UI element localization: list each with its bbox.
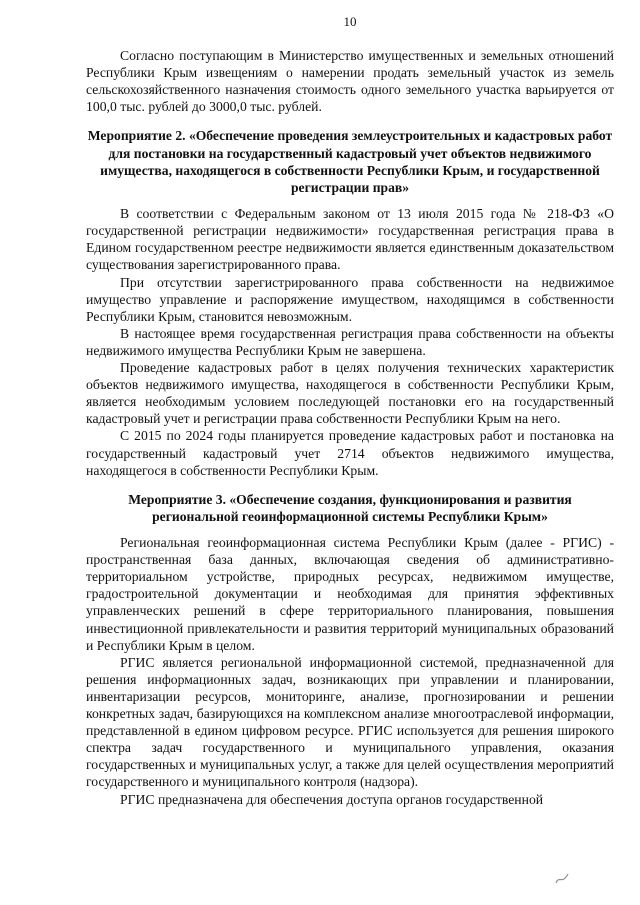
spacer	[86, 115, 614, 127]
section-2-paragraph: С 2015 по 2024 годы планируется проведение кадастровых работ и постановка на государственный кадастровый учет 2714 объектов недвижимого имущества, находящегося в собственности Республики Крым.	[86, 428, 614, 478]
section-2-paragraph: В настоящее время государственная регистрация права собственности на объекты недвижимого имущества Республики Крым не завершена.	[86, 325, 614, 358]
section-3-paragraph: Региональная геоинформационная система Республики Крым (далее - РГИС) - пространственная база данных, включающая сведения об административно-территориальном устройстве, природных ресурсах, недвижимом имуществе, градостроительной документации и необходимая для принятия эффективных управленческих решений в сфере территориального планирования, повышения инвестиционной привлекательности и развития территорий муниципальных образований и Республики Крым в целом.	[86, 535, 614, 653]
intro-paragraph: Согласно поступающим в Министерство имущественных и земельных отношений Республики Крым извещениям о намерении продать земельный участок из земель сельскохозяйственного назначения стоимость одного земельного участка варьируется от 100,0 тыс. рублей до 3000,0 тыс. рублей.	[86, 48, 614, 115]
section-2-paragraph: Проведение кадастровых работ в целях получения технических характеристик объектов недвижимого имущества, находящегося в собственности Республики Крым, является необходимым условием последующей постановки его на государственный кадастровый учет и регистрации права собственности Республики Крым на него.	[86, 360, 614, 427]
spacer	[86, 196, 614, 205]
section-3-paragraph: РГИС является региональной информационной системой, предназначенной для решения информационных задач, возникающих при управлении и планировании, инвентаризации ресурсов, мониторинге, анализе, прогнозировании и решении конкретных задач, базирующихся на комплексном анализе многоотраслевой информации, представленной в едином цифровом ресурсе. РГИС используется для решения широкого спектра задач государственного и муниципального управления, оказания государственных и муниципальных услуг, а также для целей осуществления мероприятий государственного и муниципального контроля (надзора).	[86, 654, 614, 790]
page-number: 10	[343, 14, 357, 29]
section-3-heading: Мероприятие 3. «Обеспечение создания, функционирования и развития региональной геоинформационной системы Республики Крым»	[128, 491, 572, 524]
spacer	[86, 479, 614, 491]
section-3-paragraph: РГИС предназначена для обеспечения доступа органов государственной	[120, 791, 544, 807]
section-2-paragraph: При отсутствии зарегистрированного права собственности на недвижимое имущество управление и распоряжение имуществом, находящимся в собственности Республики Крым, становится невозможным.	[86, 274, 614, 324]
spacer	[86, 525, 614, 534]
section-2-paragraph: В соответствии с Федеральным законом от 13 июля 2015 года № 218-ФЗ «О государственной регистрации недвижимости» государственная регистрация права в Едином государственном реестре недвижимости является единственным доказательством существования зарегистрированного права.	[86, 206, 614, 273]
section-2-heading: Мероприятие 2. «Обеспечение проведения землеустроительных и кадастровых работ для постановки на государственный кадастровый учет объектов недвижимого имущества, находящегося в собственности Республики Крым, и государственной регистрации прав»	[87, 128, 613, 195]
handwritten-mark-icon	[554, 871, 570, 887]
